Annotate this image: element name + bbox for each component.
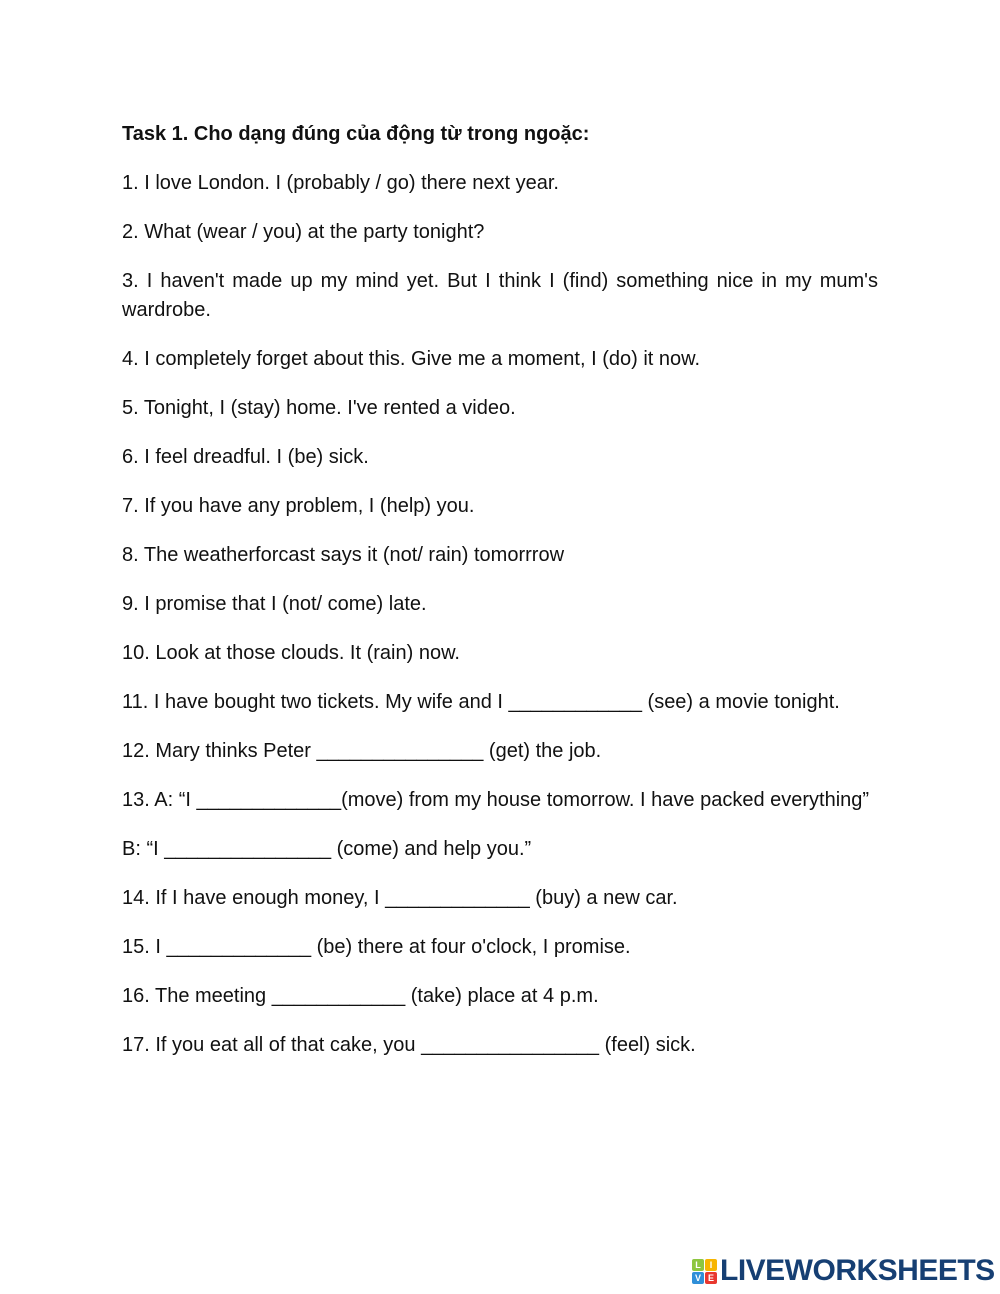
worksheet-content (122, 120, 878, 1080)
exercise-item: 13. A: “I _____________(move) from my house tomorrow. I have packed everything” (122, 789, 870, 811)
task-title: Task 1. Cho dạng đúng của động từ trong ngoặc: (122, 123, 590, 145)
liveworksheets-logo (692, 1254, 995, 1288)
logo-tile: L (692, 1259, 704, 1271)
exercise-item: B: “I _______________ (come) and help you.” (122, 838, 532, 860)
exercise-item: 11. I have bought two tickets. My wife and I ____________ (see) a movie tonight. (122, 691, 840, 713)
exercise-item: 12. Mary thinks Peter _______________ (get) the job. (122, 740, 602, 762)
logo-tile: V (692, 1272, 704, 1284)
exercise-item: 10. Look at those clouds. It (rain) now. (122, 642, 460, 664)
exercise-item: 16. The meeting ____________ (take) place at 4 p.m. (122, 985, 599, 1007)
exercise-item: 8. The weatherforcast says it (not/ rain) tomorrrow (122, 544, 565, 566)
exercise-item: 2. What (wear / you) at the party tonight? (122, 221, 485, 243)
exercise-item: 14. If I have enough money, I _____________ (buy) a new car. (122, 887, 678, 909)
exercise-item: 5. Tonight, I (stay) home. I've rented a video. (122, 397, 516, 419)
exercise-list (122, 169, 878, 1060)
logo-tiles-icon (692, 1259, 717, 1284)
logo-tile: I (705, 1259, 717, 1271)
exercise-item: 9. I promise that I (not/ come) late. (122, 593, 427, 615)
exercise-item: 15. I _____________ (be) there at four o'clock, I promise. (122, 936, 631, 958)
exercise-item: 17. If you eat all of that cake, you ________________ (feel) sick. (122, 1034, 696, 1056)
logo-text: LIVEWORKSHEETS (720, 1254, 995, 1287)
exercise-item: 7. If you have any problem, I (help) you. (122, 495, 475, 517)
exercise-item: 6. I feel dreadful. I (be) sick. (122, 446, 369, 468)
logo-tile: E (705, 1272, 717, 1284)
exercise-item: 4. I completely forget about this. Give me a moment, I (do) it now. (122, 348, 701, 370)
exercise-item: 1. I love London. I (probably / go) there next year. (122, 172, 559, 194)
exercise-item: 3. I haven't made up my mind yet. But I think I (find) something nice in my mum's wardrobe. (122, 270, 878, 321)
